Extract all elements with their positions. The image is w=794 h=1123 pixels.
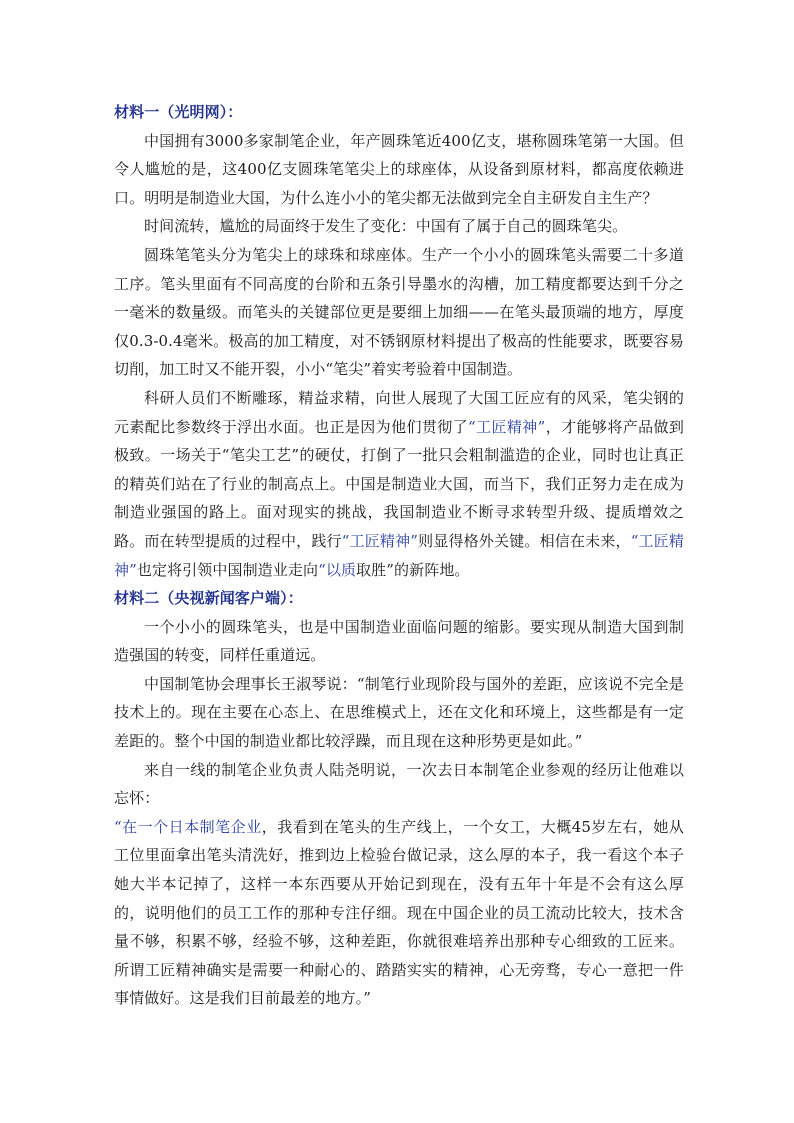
material2-paragraph-2: 中国制笔协会理事长王淑琴说：“制笔行业现阶段与国外的差距，应该说不完全是技术上的。现在主要在心态上、在思维模式上，还在文化和环境上，这些都是有一定差距的。整个中国的制造业都比较浮躁，而且现在这种形势更是如此。”	[114, 674, 684, 751]
text-segment: ，我看到在笔头的生产线上，一个女工，大概45岁左右，她从工位里面拿出笔头清洗好，推到边上检验台做记录，这么厚的本子，我一看这个本子她大半本记掉了，这样一本东西要从开始记到现在，没有五年十年是不会有这么厚的，说明他们的员工工作的那种专注仔细。现在中国企业的员工流动比较大，技术含量不够，积累不够，经验不够，这种差距，你就很难培养出那种专心细致的工匠来。所谓工匠精神确实是需要一种耐心的、踏踏实实的精神，心无旁骛，专心一意把一件事情做好。这是我们目前最差的地方。”	[114, 817, 685, 1008]
text-segment: 科研人员们不断雕琢，精益求精，向世人展现了大国工匠应有的风采，笔尖钢的元素配比参数终于浮出水面。也正是因为他们贯彻了	[114, 388, 684, 436]
material2-paragraph-1: 一个小小的圆珠笔头，也是中国制造业面临问题的缩影。要实现从制造大国到制造强国的转变，同样任重道远。	[114, 617, 684, 665]
quote-highlight: “以质	[318, 560, 357, 579]
material2-heading: 材料二（央视新闻客户端）：	[114, 589, 303, 608]
material1-heading: 材料一（光明网）：	[114, 103, 243, 121]
material1-paragraph-3: 圆珠笔笔头分为笔尖上的球珠和球座体。生产一个小小的圆珠笔头需要二十多道工序。笔头里面有不同高度的台阶和五条引导墨水的沟槽，加工精度都要达到千分之一毫米的数量级。而笔头的关键部位更是要细上加细——在笔头最顶端的地方，厚度仅0.3-0.4毫米。极高的加工精度，对不锈钢原材料提出了极高的性能要求，既要容易切削，加工时又不能开裂，小小“笔尖”着实考验着中国制造。	[114, 245, 684, 379]
quote-highlight: “工匠精神”	[114, 531, 684, 579]
material1-paragraph-2: 时间流转，尴尬的局面终于发生了变化：中国有了属于自己的圆珠笔尖。	[144, 217, 628, 236]
text-segment: 则显得格外关键。相信在未来，	[418, 531, 631, 550]
material2-paragraph-4	[114, 813, 684, 1013]
quote-highlight: “工匠精神”	[468, 417, 546, 436]
material1-paragraph-4	[114, 384, 684, 584]
material1-paragraph-1: 中国拥有3000多家制笔企业，年产圆珠笔近400亿支，堪称圆珠笔第一大国。但令人尴尬的是，这400亿支圆珠笔笔尖上的球座体，从设备到原材料，都高度依赖进口。明明是制造业大国，为什么连小小的笔尖都无法做到完全自主研发自主生产？	[114, 131, 684, 207]
text-segment: ，才能够将产品做到极致。一场关于“笔尖工艺”的硬仗，打倒了一批只会粗制滥造的企业，同时也让真正的精英们站在了行业的制高点上。中国是制造业大国，而当下，我们正努力走在成为制造业强国的路上。面对现实的挑战，我国制造业不断寻求转型升级、提质增效之路。而在转型提质的过程中，践行	[114, 417, 684, 550]
text-segment: 也定将引领中国制造业走向	[136, 560, 319, 579]
quote-highlight: “工匠精神”	[341, 531, 419, 550]
material2-paragraph-3: 来自一线的制笔企业负责人陆尧明说，一次去日本制笔企业参观的经历让他难以忘怀：	[114, 760, 684, 808]
text-segment: 取胜”的新阵地。	[356, 560, 470, 579]
document-page	[114, 98, 684, 1013]
quote-highlight: “在一个日本制笔企业	[114, 817, 262, 836]
